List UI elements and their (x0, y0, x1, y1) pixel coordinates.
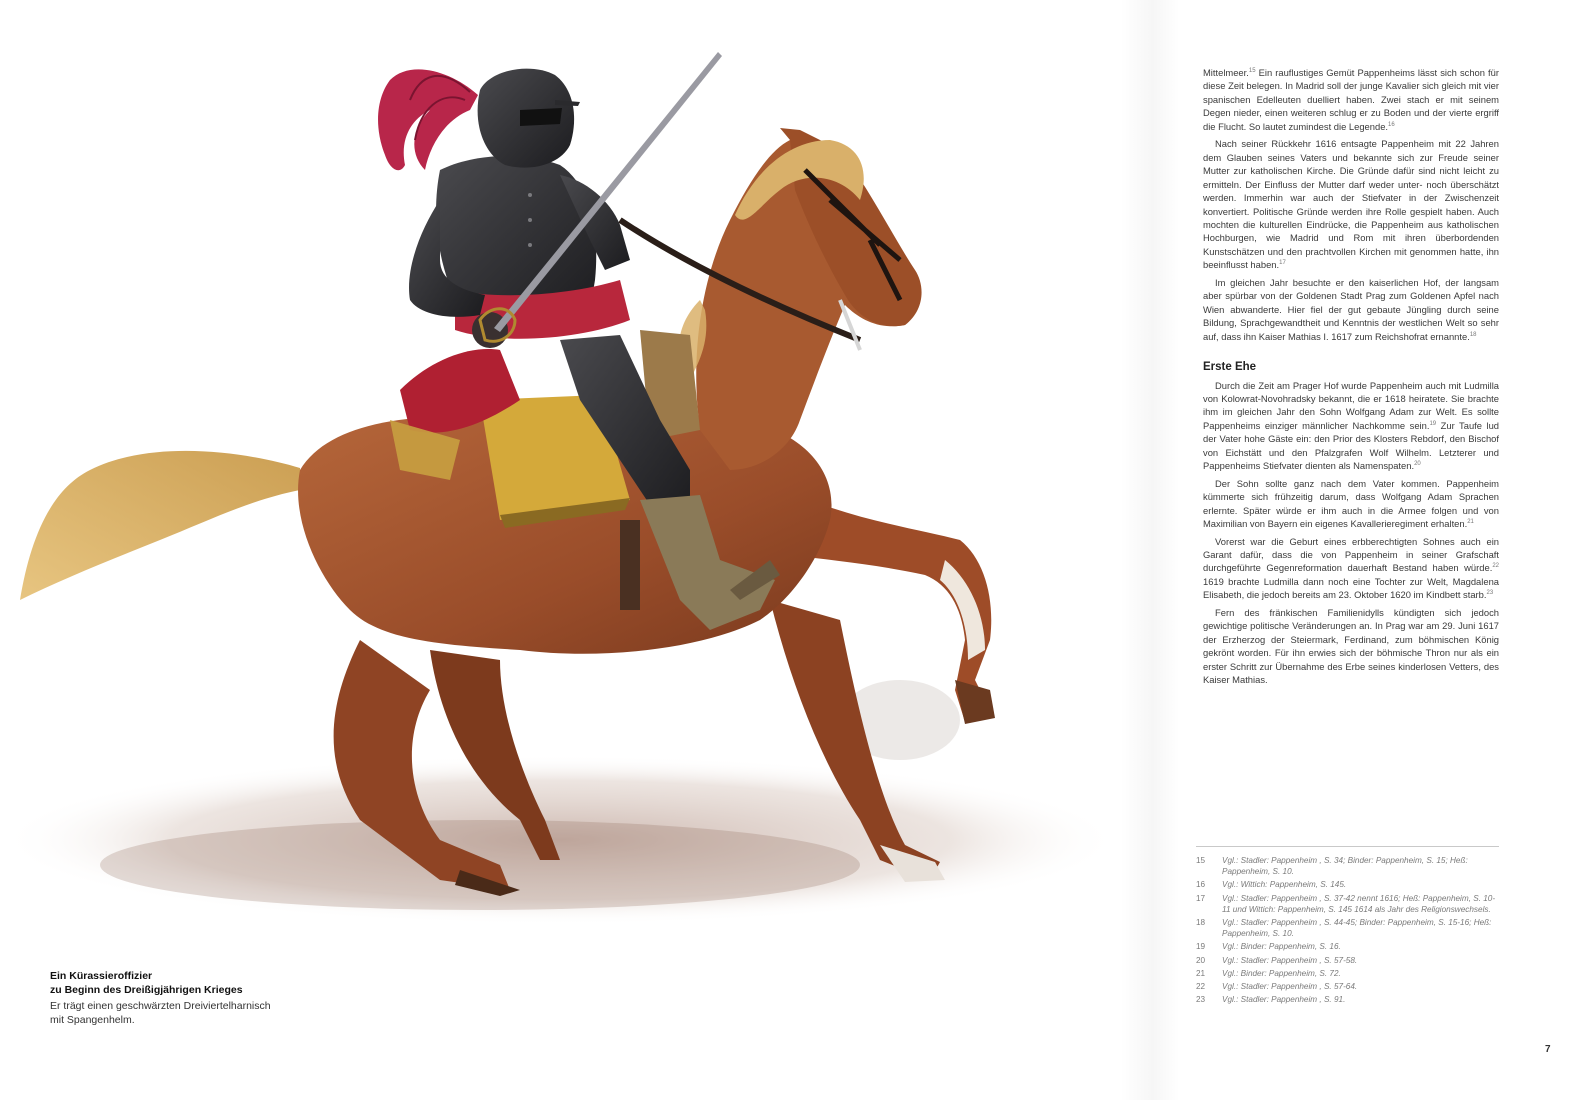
paragraph-text: Mittelmeer. (1203, 67, 1249, 78)
horse-tail (20, 451, 300, 600)
footnote-text: Vgl.: Stadler: Pappenheim , S. 44-45; Binder: Pappenheim, S. 15-16; Heß: Pappenheim, S. 10. (1222, 918, 1492, 939)
paragraph-text: Vorerst war die Geburt eines erbberechtigten Sohnes auch ein Garant dafür, dass die von Pappenheim in seiner Grafschaft durchgeführte Gegenreformation dauerhaft Bestand haben würde. (1203, 535, 1499, 574)
paragraph (1203, 379, 1499, 473)
footnote (1196, 917, 1501, 939)
footnote-number: 20 (1196, 955, 1206, 965)
footnote-text: Vgl.: Binder: Pappenheim, S. 16. (1222, 942, 1341, 952)
footnote (1196, 994, 1501, 1005)
footnote-number: 18 (1196, 918, 1206, 928)
footnote (1196, 968, 1501, 979)
paragraph-text: Durch die Zeit am Prager Hof wurde Pappenheim auch mit Ludmilla von Kolowrat-Novohradsky bekannt, die er 1618 heiratete. Sie brachte ihm im gleichen Jahr den Sohn Wolfgang Adam zur Welt. Es sollte Pappenheims einziger männlicher Nachkomme sein. (1203, 379, 1499, 431)
footnote-ref: 20 (1414, 461, 1421, 468)
footnote-ref: 17 (1279, 260, 1286, 267)
footnote (1196, 941, 1501, 952)
footnote-number: 23 (1196, 995, 1206, 1005)
footnote-text: Vgl.: Stadler: Pappenheim , S. 57-64. (1222, 982, 1358, 992)
ground-wash (0, 680, 1120, 925)
footnote-number: 21 (1196, 968, 1206, 978)
footnote-ref: 22 (1492, 563, 1499, 570)
footnote (1196, 893, 1501, 915)
paragraph (1203, 276, 1499, 343)
footnote-ref: 23 (1486, 590, 1494, 597)
paragraph-text: Im gleichen Jahr besuchte er den kaiserlichen Hof, der langsam aber spürbar von der Goldenen Stadt Prag zum Goldenen Apfel nach Wien abwanderte. Hier fiel der gut gebaute Jüngling durch seine Bildung, Sprachgewandtheit und Kenntnis der westlichen Welt so sehr auf, dass ihn Kaiser Mathias I. 1617 zum Reichshofrat ernannte. (1203, 276, 1499, 342)
footnote-text: Vgl.: Wittich: Pappenheim, S. 145. (1222, 880, 1347, 890)
footnote-divider (1196, 846, 1499, 847)
footnote-ref: 19 (1429, 420, 1437, 427)
footnotes (1196, 855, 1501, 1007)
footnote-text: Vgl.: Stadler: Pappenheim , S. 37-42 nennt 1616; Heß: Pappenheim, S. 10-11 und Wittich: Pappenheim, S. 145 1614 als Jahr des Religionswechsels. (1222, 893, 1496, 914)
paragraph (1203, 66, 1499, 133)
body-text-column (1203, 66, 1499, 690)
paragraph-text: Ein rauflustiges Gemüt Pappenheims lässt sich schon für diese Zeit belegen. In Madrid soll der junge Kavalier sich gleich mit vier spanischen Edelleuten duelliert haben. Zwei stach er mit seinem Degen nieder, einen weiteren schlug er zu Boden und der vierte ergriff die Flucht. So lautet zumindest die Legende. (1203, 67, 1499, 132)
paragraph-text: Zur Taufe lud der Vater hohe Gäste ein: den Prior des Klosters Rebdorf, den Bischof von Eichstätt und den Pfalzgrafen Wolf Wilhelm. Letzterer und Pappenheims Stiefvater dienten als Namenspaten. (1203, 419, 1500, 472)
caption-body-line-1: Er trägt einen geschwärzten Dreiviertelharnisch (50, 1000, 271, 1012)
footnote-number: 16 (1196, 880, 1206, 890)
footnote (1196, 879, 1501, 890)
footnote (1196, 955, 1501, 966)
paragraph (1203, 606, 1499, 687)
footnote-text: Vgl.: Stadler: Pappenheim , S. 57-58. (1222, 955, 1358, 965)
footnote-ref: 18 (1469, 331, 1477, 338)
footnote-number: 19 (1196, 942, 1206, 952)
paragraph (1203, 137, 1499, 272)
page-number: 7 (1545, 1044, 1551, 1055)
illustration-caption (50, 969, 340, 1027)
caption-body-line-2: mit Spangenhelm. (50, 1014, 135, 1026)
footnote-ref: 21 (1467, 518, 1474, 525)
paragraph-text: 1619 brachte Ludmilla dann noch eine Tochter zur Welt, Magdalena Elisabeth, die jedoch bereits am 23. Oktober 1620 im Kindbett starb. (1203, 575, 1499, 601)
footnote-text: Vgl.: Stadler: Pappenheim , S. 91. (1222, 995, 1346, 1005)
section-heading: Erste Ehe (1203, 361, 1257, 374)
footnote-number: 15 (1196, 856, 1206, 865)
footnote-number: 17 (1196, 893, 1206, 903)
paragraph-text: Fern des fränkischen Familienidylls kündigten sich jedoch gewichtige politische Veränderungen an. In Prag war am 29. Juni 1617 der Erzherzog der Steiermark, Ferdinand, zum böhmischen König gekrönt worden. Für ihn erwies sich der böhmische Thron nur als ein erster Schritt zur Übernahme des Erbe seines kinderlosen Vetters, des Kaiser Mathias. (1203, 606, 1499, 686)
footnote-ref: 16 (1388, 121, 1395, 128)
paragraph (1203, 477, 1499, 531)
footnote (1196, 855, 1501, 877)
footnote-number: 22 (1196, 982, 1206, 992)
footnote-ref: 15 (1248, 67, 1256, 74)
paragraph-text: Nach seiner Rückkehr 1616 entsagte Pappenheim mit 22 Jahren dem Glauben seines Vaters und bekannte sich zur Freude seiner Mutter zur katholischen Kirche. Die Gründe dafür sind nicht leicht zu ermitteln. Der Einfluss der Mutter darf weder unter- noch überschätzt werden. Immerhin war auch der Stiefvater in der Zwischenzeit konvertiert. Politische Gründe werden ihre Rolle gespielt haben. Auch mochten die kulturellen Eindrücke, die Pappenheim aus katholischen Hochburgen, wie Madrid und Rom mit ihren überbordenden Kunstschätzen und den prachtvollen Kirchen mit genommen hatte, ihn beeinflusst haben. (1203, 138, 1499, 271)
paragraph (1203, 535, 1499, 602)
footnote-text: Vgl.: Stadler: Pappenheim , S. 34; Binder: Pappenheim, S. 15; Heß: Pappenheim, S. 10. (1222, 856, 1468, 877)
footnote-text: Vgl.: Binder: Pappenheim, S. 72. (1222, 968, 1341, 978)
caption-title-line-1: Ein Kürassieroffizier (50, 970, 153, 982)
caption-title-line-2: zu Beginn des Dreißigjährigen Krieges (50, 984, 243, 996)
helmet-plume (378, 69, 478, 170)
footnote (1196, 981, 1501, 992)
paragraph-text: Der Sohn sollte ganz nach dem Vater kommen. Pappenheim kümmerte sich frühzeitig darum, dass Wolfgang Adam Sprachen erlernte. Später würde er ihm auch in die Armee folgen und von Maximilian von Bayern ein eigenes Kavallerieregiment erhalten. (1203, 477, 1499, 530)
